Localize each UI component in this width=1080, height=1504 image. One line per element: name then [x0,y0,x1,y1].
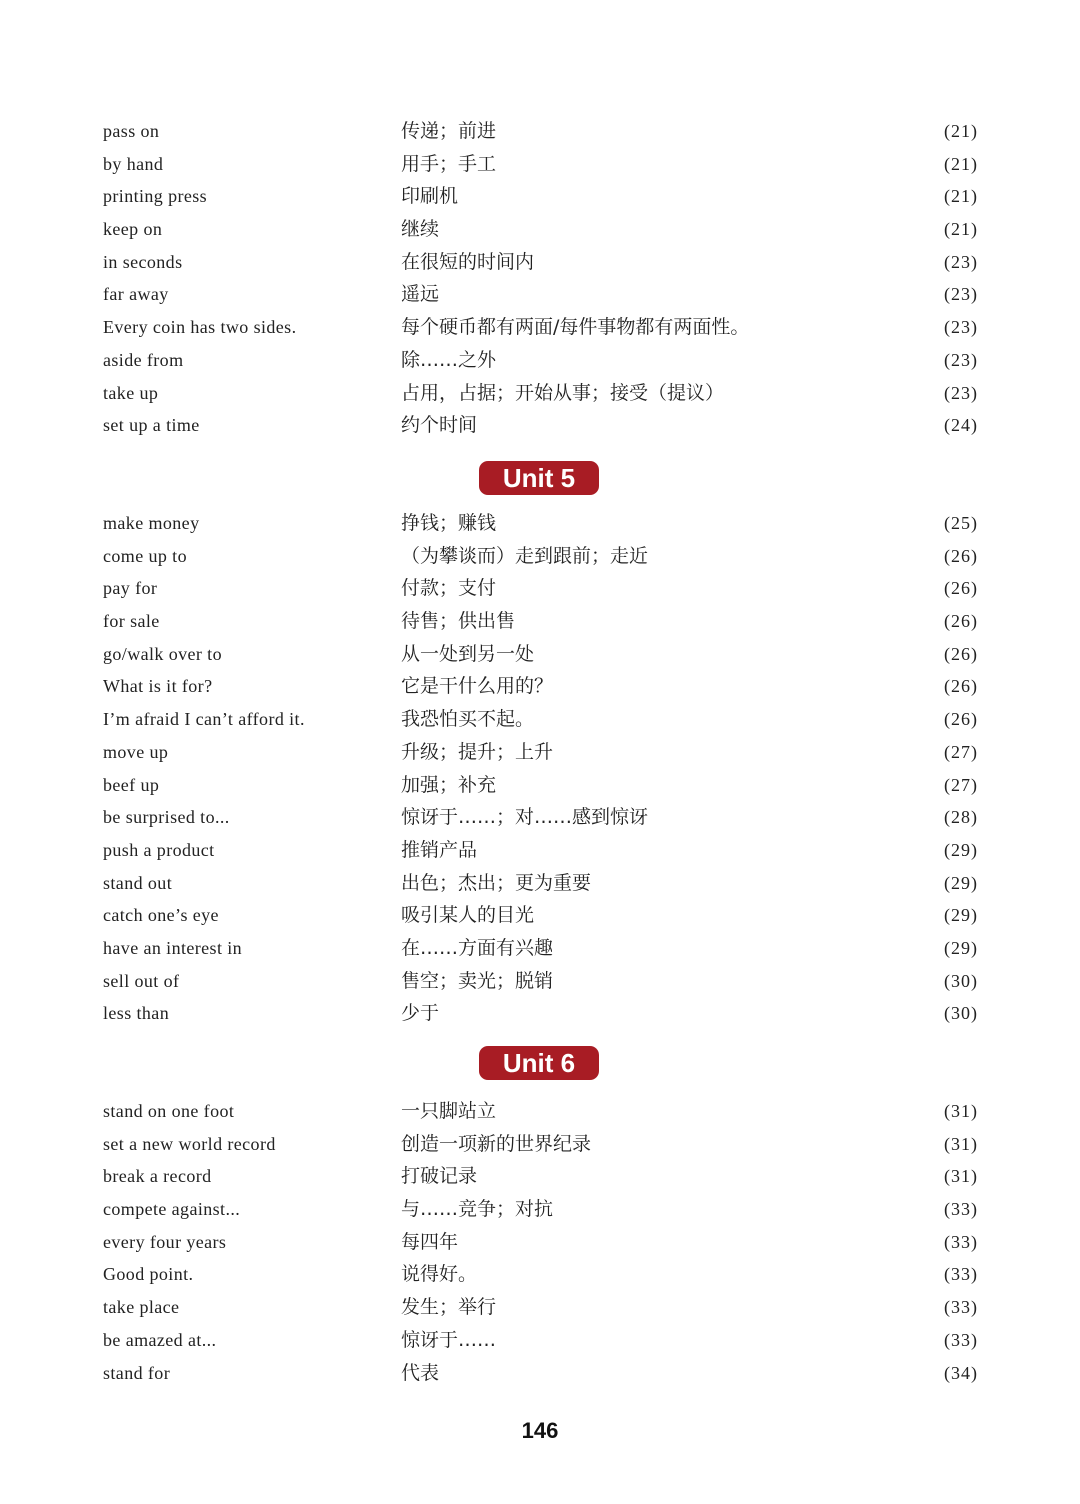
english-phrase: make money [103,513,200,533]
page-reference: (29) [944,905,978,926]
chinese-meaning: 在……方面有兴趣 [401,936,554,959]
english-phrase: stand out [103,872,173,893]
vocabulary-row [0,1095,1080,1128]
english-phrase: be surprised to... [103,807,230,828]
english-phrase: Good point. [103,1264,194,1285]
chinese-meaning: 除……之外 [401,348,497,371]
vocabulary-row [0,703,1080,736]
english-phrase: What is it for? [103,676,213,697]
vocabulary-row [0,278,1080,311]
chinese-meaning: 加强；补充 [401,773,497,796]
chinese-meaning: 我恐怕买不起。 [401,708,535,731]
english-phrase: take place [103,1297,180,1318]
page-reference: (26) [944,611,978,632]
vocabulary-row [0,148,1080,181]
vocabulary-row [0,507,1080,540]
page-reference: (21) [944,219,978,240]
chinese-meaning: 出色；杰出；更为重要 [401,871,592,894]
chinese-meaning: 每个硬币都有两面/每件事物都有两面性。 [401,316,750,339]
vocabulary-row [0,409,1080,442]
chinese-meaning: 遥远 [401,283,440,306]
vocabulary-section-unit-6 [0,1095,1080,1389]
vocabulary-row [0,965,1080,998]
page-reference: (24) [944,415,978,436]
english-phrase: catch one’s eye [103,905,219,926]
page-reference: (23) [944,349,978,370]
page-number: 146 [521,1418,559,1443]
english-phrase: Every coin has two sides. [103,317,297,338]
page-reference: (29) [944,839,978,860]
english-phrase: take up [103,382,159,403]
page-reference: (23) [944,251,978,272]
page-reference: (33) [944,1231,978,1252]
page-reference: (23) [944,284,978,305]
chinese-meaning: 传递；前进 [401,120,497,142]
english-phrase: stand on one foot [103,1101,235,1121]
english-phrase: for sale [103,611,160,632]
vocabulary-row [0,605,1080,638]
chinese-meaning: 少于 [401,1002,440,1025]
vocabulary-row [0,670,1080,703]
english-phrase: every four years [103,1231,227,1252]
chinese-meaning: 打破记录 [401,1165,478,1188]
page-reference: (29) [944,937,978,958]
page-reference: (28) [944,807,978,828]
english-phrase: by hand [103,153,164,174]
page-reference: (33) [944,1264,978,1285]
page-reference: (23) [944,317,978,338]
english-phrase: come up to [103,545,187,566]
vocabulary-row [0,1193,1080,1226]
chinese-meaning: 说得好。 [401,1263,478,1286]
unit-6-heading: Unit 6 [479,1046,599,1080]
chinese-meaning: 待售；供出售 [401,610,516,633]
chinese-meaning: 继续 [401,218,440,241]
chinese-meaning: 惊讶于…… [401,1328,497,1351]
page-reference: (21) [944,121,978,141]
vocabulary-row [0,1226,1080,1259]
vocabulary-section-continued [0,115,1080,442]
english-phrase: printing press [103,186,208,207]
english-phrase: move up [103,741,169,762]
vocabulary-row [0,801,1080,834]
chinese-meaning: 付款；支付 [401,577,497,600]
vocabulary-row [0,932,1080,965]
page-reference: (21) [944,153,978,174]
chinese-meaning: 它是干什么用的？ [401,675,554,698]
vocabulary-row [0,213,1080,246]
english-phrase: have an interest in [103,937,243,958]
english-phrase: set up a time [103,415,200,436]
english-phrase: compete against... [103,1199,241,1220]
vocabulary-row [0,1258,1080,1291]
vocabulary-row [0,540,1080,573]
chinese-meaning: 一只脚站立 [401,1100,497,1122]
english-phrase: go/walk over to [103,643,222,664]
vocabulary-row [0,572,1080,605]
page-reference: (26) [944,643,978,664]
vocabulary-row [0,834,1080,867]
english-phrase: set a new world record [103,1133,276,1154]
chinese-meaning: 从一处到另一处 [401,642,535,665]
chinese-meaning: 吸引某人的目光 [401,904,535,927]
chinese-meaning: 售空；卖光；脱销 [401,969,554,992]
page-reference: (26) [944,545,978,566]
english-phrase: be amazed at... [103,1329,217,1350]
chinese-meaning: 在很短的时间内 [401,250,535,273]
english-phrase: pass on [103,121,160,141]
vocabulary-row [0,997,1080,1030]
chinese-meaning: 升级；提升；上升 [401,740,554,763]
vocabulary-row [0,344,1080,377]
english-phrase: beef up [103,774,160,795]
page-reference: (27) [944,774,978,795]
vocabulary-row [0,1128,1080,1161]
vocabulary-row [0,1291,1080,1324]
vocabulary-section-unit-5 [0,507,1080,1030]
english-phrase: stand for [103,1362,171,1383]
page-reference: (33) [944,1297,978,1318]
english-phrase: aside from [103,349,184,370]
page-reference: (31) [944,1101,978,1121]
vocabulary-row [0,1324,1080,1357]
page-reference: (25) [944,513,978,533]
english-phrase: far away [103,284,169,305]
page-reference: (26) [944,578,978,599]
chinese-meaning: 惊讶于……；对……感到惊讶 [401,806,649,829]
chinese-meaning: 创造一项新的世界纪录 [401,1132,592,1155]
chinese-meaning: 占用，占据；开始从事；接受（提议） [401,381,725,404]
vocabulary-row [0,736,1080,769]
page-reference: (23) [944,382,978,403]
vocabulary-row [0,246,1080,279]
page-reference: (30) [944,970,978,991]
chinese-meaning: 发生；举行 [401,1296,497,1319]
english-phrase: break a record [103,1166,212,1187]
page-reference: (33) [944,1329,978,1350]
english-phrase: push a product [103,839,215,860]
page-reference: (26) [944,709,978,730]
vocabulary-row [0,769,1080,802]
vocabulary-row [0,899,1080,932]
chinese-meaning: 代表 [401,1361,440,1384]
page-reference: (29) [944,872,978,893]
page-reference: (33) [944,1199,978,1220]
page-reference: (34) [944,1362,978,1383]
chinese-meaning: （为攀谈而）走到跟前；走近 [401,544,649,567]
vocabulary-row [0,180,1080,213]
english-phrase: pay for [103,578,158,599]
chinese-meaning: 约个时间 [401,414,478,437]
vocabulary-row [0,1160,1080,1193]
page-reference: (21) [944,186,978,207]
english-phrase: I’m afraid I can’t afford it. [103,709,305,730]
page-reference: (27) [944,741,978,762]
unit-5-heading: Unit 5 [479,461,599,495]
vocabulary-row [0,311,1080,344]
chinese-meaning: 挣钱；赚钱 [401,512,497,534]
page-reference: (30) [944,1003,978,1024]
chinese-meaning: 与……竞争；对抗 [401,1198,554,1221]
vocabulary-row [0,377,1080,410]
vocabulary-row [0,1357,1080,1390]
chinese-meaning: 推销产品 [401,838,478,861]
chinese-meaning: 每四年 [401,1230,459,1253]
english-phrase: sell out of [103,970,180,991]
chinese-meaning: 用手；手工 [401,152,497,175]
vocabulary-row [0,115,1080,148]
page-reference: (31) [944,1166,978,1187]
page-reference: (26) [944,676,978,697]
page-reference: (31) [944,1133,978,1154]
english-phrase: keep on [103,219,163,240]
vocabulary-row [0,638,1080,671]
vocabulary-row [0,867,1080,900]
english-phrase: less than [103,1003,170,1024]
english-phrase: in seconds [103,251,183,272]
chinese-meaning: 印刷机 [401,185,459,208]
